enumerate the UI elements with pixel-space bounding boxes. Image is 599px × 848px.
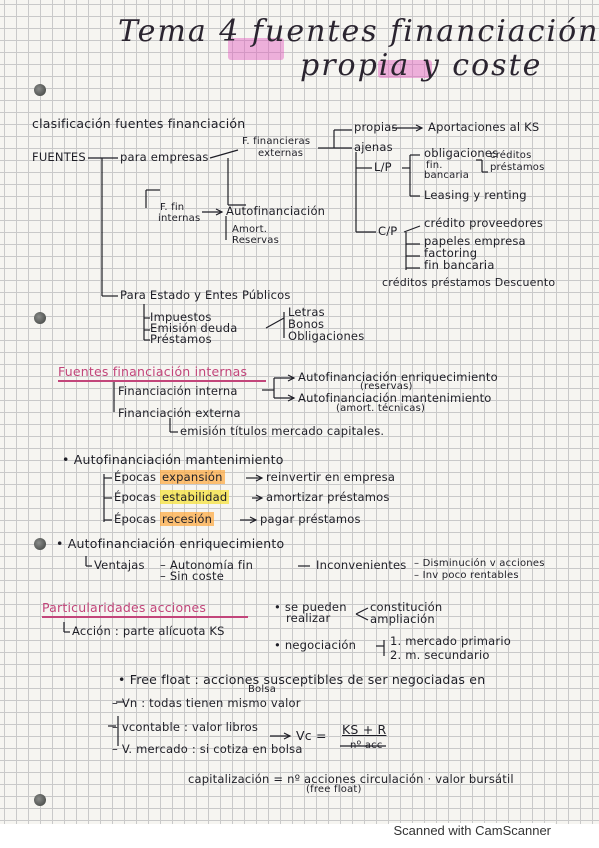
page-subtitle: propia y coste: [300, 48, 543, 83]
credito-proveedores-label: crédito proveedores: [424, 216, 544, 230]
fin-bancaria-label-2: bancaria: [424, 170, 470, 181]
letras-label: Letras: [288, 305, 325, 319]
fin-bancaria-label: fin.: [426, 160, 443, 171]
emision-titulos-label: emisión títulos mercado capitales.: [180, 424, 385, 438]
f-fin-internas-label-2: internas: [158, 213, 201, 224]
free-float-label: • Free float : acciones susceptibles de ser negociadas en: [118, 672, 486, 687]
fuentes-label: FUENTES: [32, 150, 86, 164]
sin-coste-label: – Sin coste: [160, 569, 224, 583]
autonomia-label: – Autonomía fin: [160, 558, 254, 572]
vc-formula: Vc =: [296, 728, 327, 743]
reservas-label: Reservas: [232, 235, 279, 246]
internas-heading: Fuentes financiación internas: [58, 364, 248, 379]
internas-underline: [58, 380, 266, 382]
creditos-prestamos-descuento-label: créditos préstamos Descuento: [382, 276, 556, 289]
vcontable-label: – vcontable : valor libros: [112, 720, 259, 734]
fin-externa-label: Financiación externa: [118, 406, 241, 420]
emision-deuda-label: Emisión deuda: [150, 321, 238, 335]
m-secundario-label: 2. m. secundario: [390, 648, 490, 662]
ampliacion-label: ampliación: [370, 612, 435, 626]
f-fin-externas-label-2: externas: [258, 148, 304, 159]
impuestos-label: Impuestos: [150, 310, 212, 324]
mantenimiento-heading: • Autofinanciación mantenimiento: [62, 452, 284, 467]
auto-mant-amort: (amort. técnicas): [336, 403, 426, 414]
papeles-empresa-label: papeles empresa: [424, 234, 526, 248]
bonos-label: Bonos: [288, 317, 325, 331]
vn-label: – Vn : todas tienen mismo valor: [112, 696, 301, 710]
constitucion-label: constitución: [370, 600, 443, 614]
amort-label: Amort.: [232, 224, 268, 235]
enriquecimiento-heading: • Autofinanciación enriquecimiento: [56, 536, 285, 551]
vmercado-label: – V. mercado : si cotiza en bolsa: [112, 742, 303, 756]
inv-poco-label: – Inv poco rentables: [414, 570, 519, 581]
auto-enriq-label: Autofinanciación enriquecimiento: [298, 370, 498, 384]
negociacion-label: • negociación: [274, 638, 357, 652]
mercado-primario-label: 1. mercado primario: [390, 634, 511, 648]
bolsa-label: Bolsa: [248, 684, 277, 695]
autofinanciacion-label: Autofinanciación: [226, 204, 326, 218]
obligaciones-label: obligaciones: [424, 146, 499, 160]
fin-interna-label: Financiación interna: [118, 384, 238, 398]
para-estado-label: Para Estado y Entes Públicos: [120, 288, 291, 302]
prestamos-estado-label: Préstamos: [150, 332, 212, 346]
propias-label: propias: [354, 120, 398, 134]
disminucion-label: – Disminución v acciones: [414, 558, 545, 569]
ventajas-label: Ventajas: [94, 558, 145, 572]
leasing-label: Leasing y renting: [424, 188, 527, 202]
realizar-label: realizar: [286, 611, 331, 625]
vc-denominator: nº acc: [350, 740, 383, 751]
estabilidad-result: amortizar préstamos: [266, 490, 390, 504]
factoring-label: factoring: [424, 246, 478, 260]
f-fin-internas-label: F. fin: [160, 202, 185, 213]
scanner-watermark: Scanned with CamScanner: [389, 823, 555, 838]
free-float-paren: (free float): [306, 784, 362, 795]
acciones-underline: [42, 616, 248, 618]
ajenas-label: ajenas: [354, 140, 393, 154]
epoca-recesion-row: Épocas recesión: [114, 512, 213, 526]
accion-label: Acción : parte alícuota KS: [72, 624, 225, 638]
vc-numerator: KS + R: [342, 722, 387, 737]
fin-bancaria-cp-label: fin bancaria: [424, 258, 495, 272]
se-pueden-label: • se pueden: [274, 600, 347, 614]
expansion-result: reinvertir en empresa: [266, 470, 396, 484]
epoca-expansion-row: Épocas expansión: [114, 470, 223, 484]
creditos-label: créditos: [490, 150, 532, 161]
acciones-heading: Particularidades acciones: [42, 600, 207, 615]
auto-mant-label: Autofinanciación mantenimiento: [298, 391, 492, 405]
obligaciones-estado-label: Obligaciones: [288, 329, 365, 343]
recesion-result: pagar préstamos: [260, 512, 361, 526]
lp-label: L/P: [374, 160, 392, 174]
auto-enriq-reservas: (reservas): [360, 381, 413, 392]
page-title: Tema 4 fuentes financiación: [118, 14, 599, 49]
cp-label: C/P: [378, 224, 398, 238]
epoca-estabilidad-row: Épocas estabilidad: [114, 490, 228, 504]
capitalizacion-label: capitalización = nº acciones circulación · valor bursátil: [188, 772, 514, 786]
inconvenientes-label: Inconvenientes: [316, 558, 407, 572]
aportaciones-label: Aportaciones al KS: [428, 120, 540, 134]
classification-heading: clasificación fuentes financiación: [32, 116, 246, 131]
para-empresas-label: para empresas: [120, 150, 209, 164]
prestamos-label: préstamos: [490, 162, 545, 173]
f-fin-externas-label: F. financieras: [242, 136, 311, 147]
